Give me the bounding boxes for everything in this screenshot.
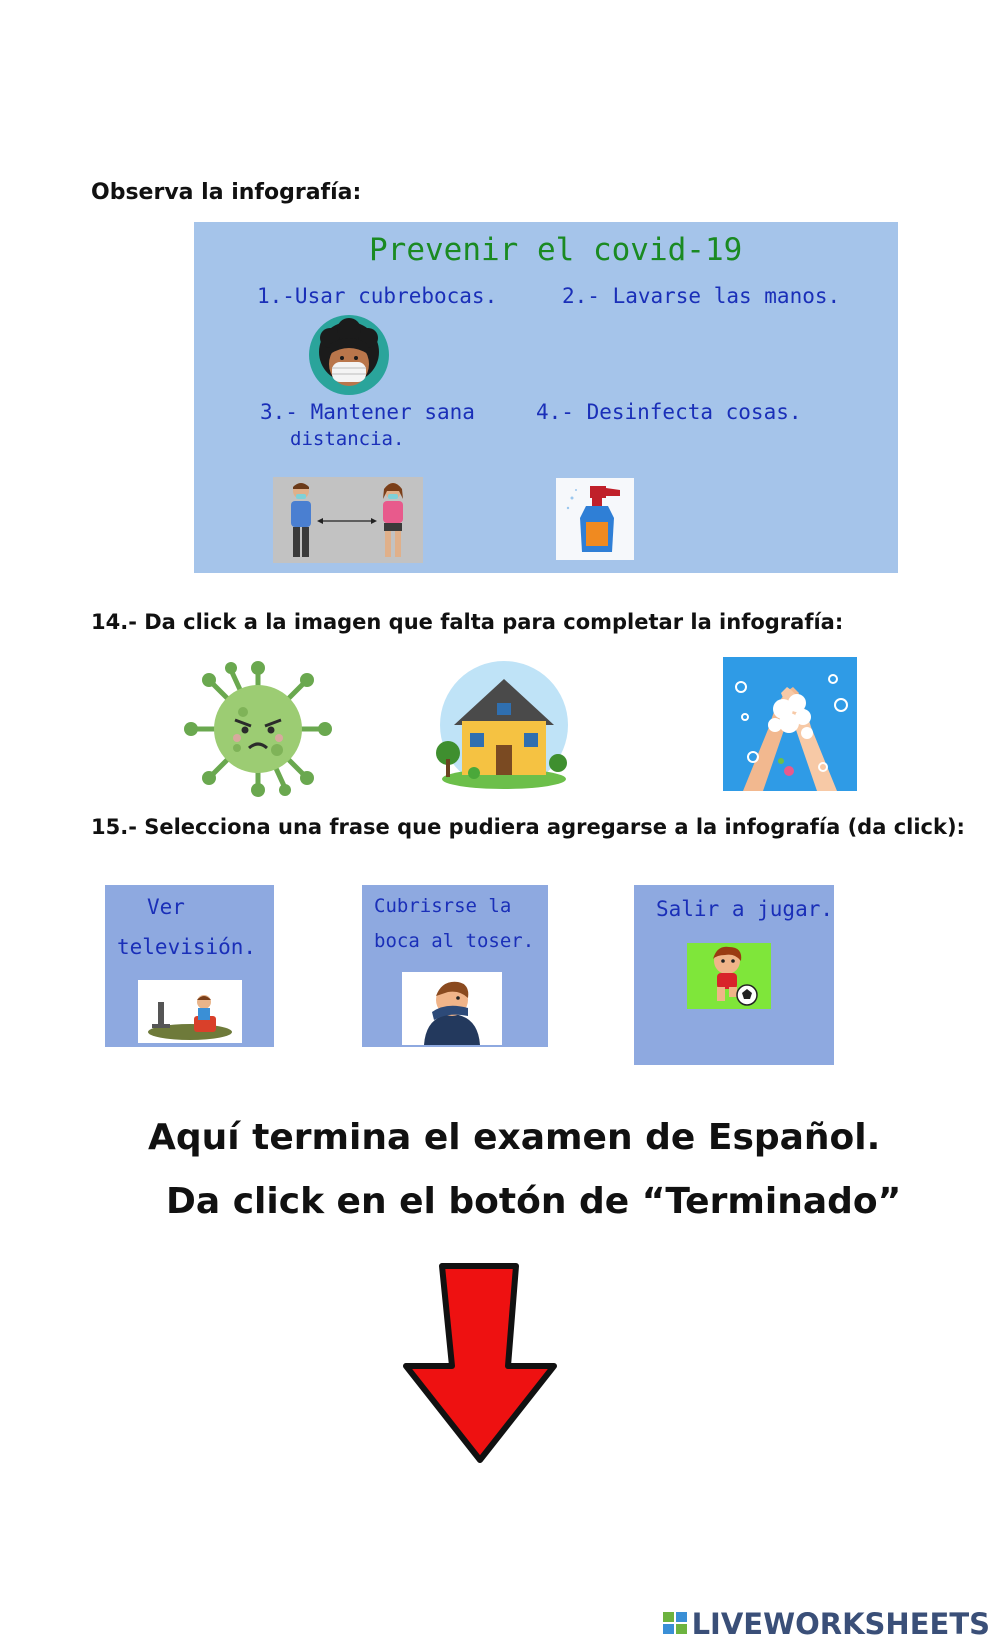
phrase-card-watch-tv[interactable]	[105, 885, 274, 1047]
phrase-card-go-play[interactable]	[634, 885, 834, 1065]
house-option[interactable]	[434, 659, 574, 791]
closing-line-2: Da click en el botón de “Terminado”	[166, 1181, 902, 1222]
tv-watching-image	[138, 980, 242, 1043]
brand-name: LIVEWORKSHEETS	[691, 1607, 990, 1641]
infographic-title: Prevenir el covid-19	[369, 232, 743, 268]
infographic-panel	[194, 222, 898, 573]
cough-image	[402, 972, 502, 1045]
mask-face-image	[308, 314, 390, 396]
instruction-text: Observa la infografía:	[91, 180, 362, 205]
disinfect-spray-image	[556, 478, 634, 560]
liveworksheets-logo	[663, 1607, 990, 1641]
phrase-card-cover-cough[interactable]	[362, 885, 548, 1047]
step-3-text-line1: 3.- Mantener sana	[260, 400, 475, 424]
step-1-text: 1.-Usar cubrebocas.	[257, 284, 498, 308]
card-2-line2: boca al toser.	[374, 930, 535, 952]
logo-grid-icon	[663, 1612, 689, 1636]
card-2-line1: Cubrisrse la	[374, 895, 512, 917]
closing-line-1: Aquí termina el examen de Español.	[148, 1117, 881, 1158]
card-1-line2: televisión.	[117, 935, 257, 959]
step-4-text: 4.- Desinfecta cosas.	[536, 400, 802, 424]
down-arrow-icon	[400, 1262, 560, 1466]
question-15-text: 15.- Selecciona una frase que pudiera agregarse a la infografía (da click):	[91, 815, 965, 839]
card-3-line1: Salir a jugar.	[656, 897, 834, 921]
handwashing-option[interactable]	[723, 657, 857, 791]
step-2-text: 2.- Lavarse las manos.	[562, 284, 841, 308]
card-1-line1: Ver	[147, 895, 185, 919]
question-14-text: 14.- Da click a la imagen que falta para completar la infografía:	[91, 610, 844, 634]
virus-option[interactable]	[181, 660, 335, 798]
social-distance-image	[273, 477, 423, 563]
playing-soccer-image	[687, 943, 771, 1009]
step-3-text-line2: distancia.	[290, 428, 405, 450]
